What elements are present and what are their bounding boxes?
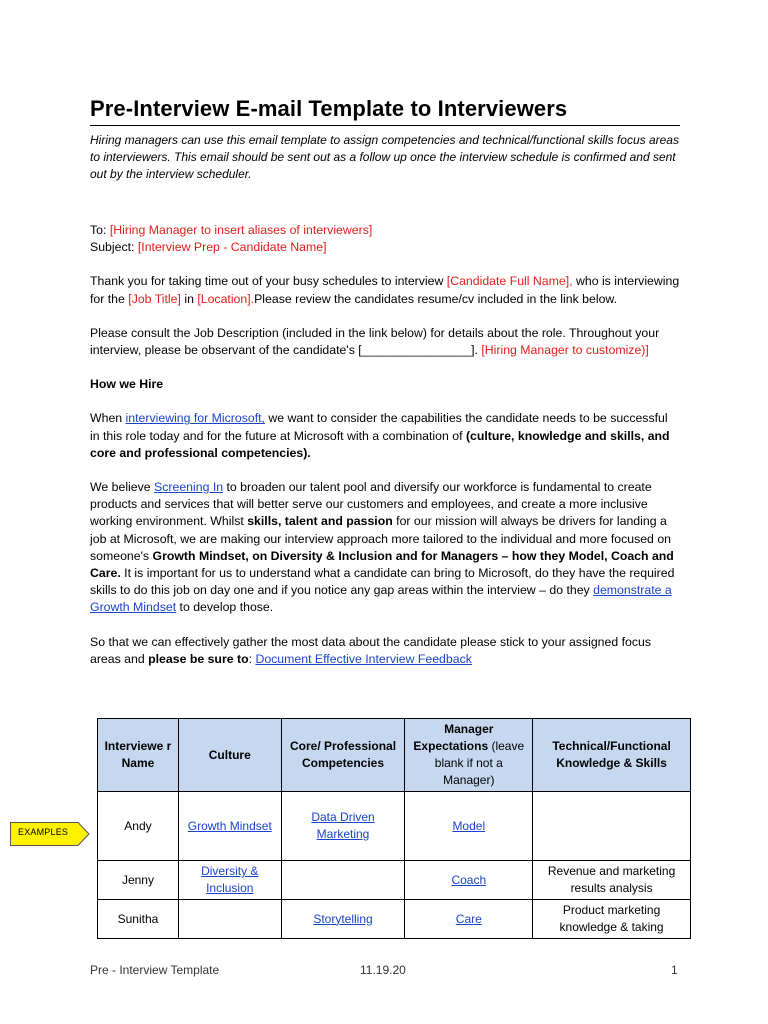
subject-value: [Interview Prep - Candidate Name] bbox=[137, 240, 327, 255]
cell-core bbox=[281, 900, 405, 939]
paragraph-feedback: So that we can effectively gather the most data about the candidate please stick to your assigned focus areas and please be sure to: Document Effective Interview Feedback bbox=[90, 634, 651, 666]
cell-culture bbox=[178, 900, 281, 939]
cell-manager bbox=[405, 900, 533, 939]
table-row bbox=[98, 900, 691, 939]
cell-tech: Product marketing knowledge & taking bbox=[533, 900, 691, 939]
culture-link[interactable]: Diversity & Inclusion bbox=[201, 864, 259, 895]
table-row bbox=[98, 861, 691, 900]
cell-core bbox=[281, 792, 405, 861]
manager-link[interactable]: Model bbox=[452, 818, 486, 833]
footer-doc-name: Pre - Interview Template bbox=[90, 963, 220, 977]
cell-manager bbox=[405, 861, 533, 900]
screening-in-link[interactable]: Screening In bbox=[154, 480, 224, 495]
cell-core bbox=[281, 861, 405, 900]
cell-manager bbox=[405, 792, 533, 861]
header-culture: Culture bbox=[178, 719, 281, 792]
subject-line: Subject: [Interview Prep - Candidate Name] bbox=[90, 240, 327, 255]
cell-culture bbox=[178, 861, 281, 900]
footer-page-number: 1 bbox=[671, 963, 678, 977]
cell-tech bbox=[533, 792, 691, 861]
header-core-competencies: Core/ Professional Competencies bbox=[281, 719, 405, 792]
section-heading-how-we-hire: How we Hire bbox=[90, 377, 164, 392]
page-title: Pre-Interview E-mail Template to Interviewers bbox=[90, 96, 680, 126]
paragraph-thank-you: Thank you for taking time out of your busy schedules to interview [Candidate Full Name], who is interviewing for the [Job Title] in [Location].Please review the candidates resume/cv included in the link below. bbox=[90, 274, 680, 306]
document-body bbox=[90, 96, 680, 668]
growth-mindset-link[interactable]: demonstrate a Growth Mindset bbox=[90, 583, 672, 615]
feedback-link[interactable]: Document Effective Interview Feedback bbox=[255, 651, 472, 666]
intro-text: Hiring managers can use this email template to assign competencies and technical/functional skills focus areas to interviewers. This email should be sent out as a follow up once the interview schedule is confirmed and sent out by the interview scheduler. bbox=[90, 133, 679, 181]
paragraph-how-we-hire: When interviewing for Microsoft, we want to consider the capabilities the candidate needs to be successful in this role today and for the future at Microsoft with a combination of (culture, knowledge and skills, and core and professional competencies). bbox=[90, 411, 670, 460]
paragraph-screening-in: We believe Screening In to broaden our talent pool and diversify our workforce is fundamental to create products and services that will better serve our customers and employees, and create a more inclusive working environment. Whilst skills, talent and passion for our mission will always be drivers for landing a job at Microsoft, we are making our interview approach more tailored to the individual and more focused on someone's Growth Mindset, on Diversity & Inclusion and for Managers – how they Model, Coach and Care. It is important for us to understand what a candidate can bring to Microsoft, do they have the required skills to do this job on day one and if you notice any gap areas within the interview – do they demonstrate a Growth Mindset to develop those. bbox=[90, 480, 675, 615]
table-header-row bbox=[98, 719, 691, 792]
examples-callout bbox=[10, 822, 88, 844]
to-value: [Hiring Manager to insert aliases of interviewers] bbox=[109, 223, 373, 237]
cell-name: Jenny bbox=[98, 861, 179, 900]
examples-label: EXAMPLES bbox=[18, 827, 69, 837]
manager-link[interactable]: Coach bbox=[451, 872, 487, 887]
manager-link[interactable]: Care bbox=[455, 911, 482, 926]
footer-date: 11.19.20 bbox=[360, 963, 406, 977]
header-technical-skills: Technical/Functional Knowledge & Skills bbox=[533, 719, 691, 792]
header-interviewer-name: Interviewe r Name bbox=[98, 719, 179, 792]
core-link[interactable]: Data Driven Marketing bbox=[311, 810, 375, 841]
cell-tech: Revenue and marketing results analysis bbox=[533, 861, 691, 900]
header-manager-expectations: Manager Expectations (leave blank if not a Manager) bbox=[405, 719, 533, 792]
focus-areas-table bbox=[97, 718, 691, 939]
interviewing-link[interactable]: interviewing for Microsoft, bbox=[125, 411, 265, 426]
table-row bbox=[98, 792, 691, 861]
culture-link[interactable]: Growth Mindset bbox=[187, 818, 272, 833]
cell-name: Andy bbox=[98, 792, 179, 861]
to-line: To: [Hiring Manager to insert aliases of interviewers] bbox=[90, 223, 373, 237]
cell-name: Sunitha bbox=[98, 900, 179, 939]
core-link[interactable]: Storytelling bbox=[313, 911, 373, 926]
paragraph-job-description: Please consult the Job Description (included in the link below) for details about the role. Throughout your interview, please be observant of the candidate's [________________]. [Hiring Manager to customize)] bbox=[90, 325, 660, 358]
cell-culture bbox=[178, 792, 281, 861]
